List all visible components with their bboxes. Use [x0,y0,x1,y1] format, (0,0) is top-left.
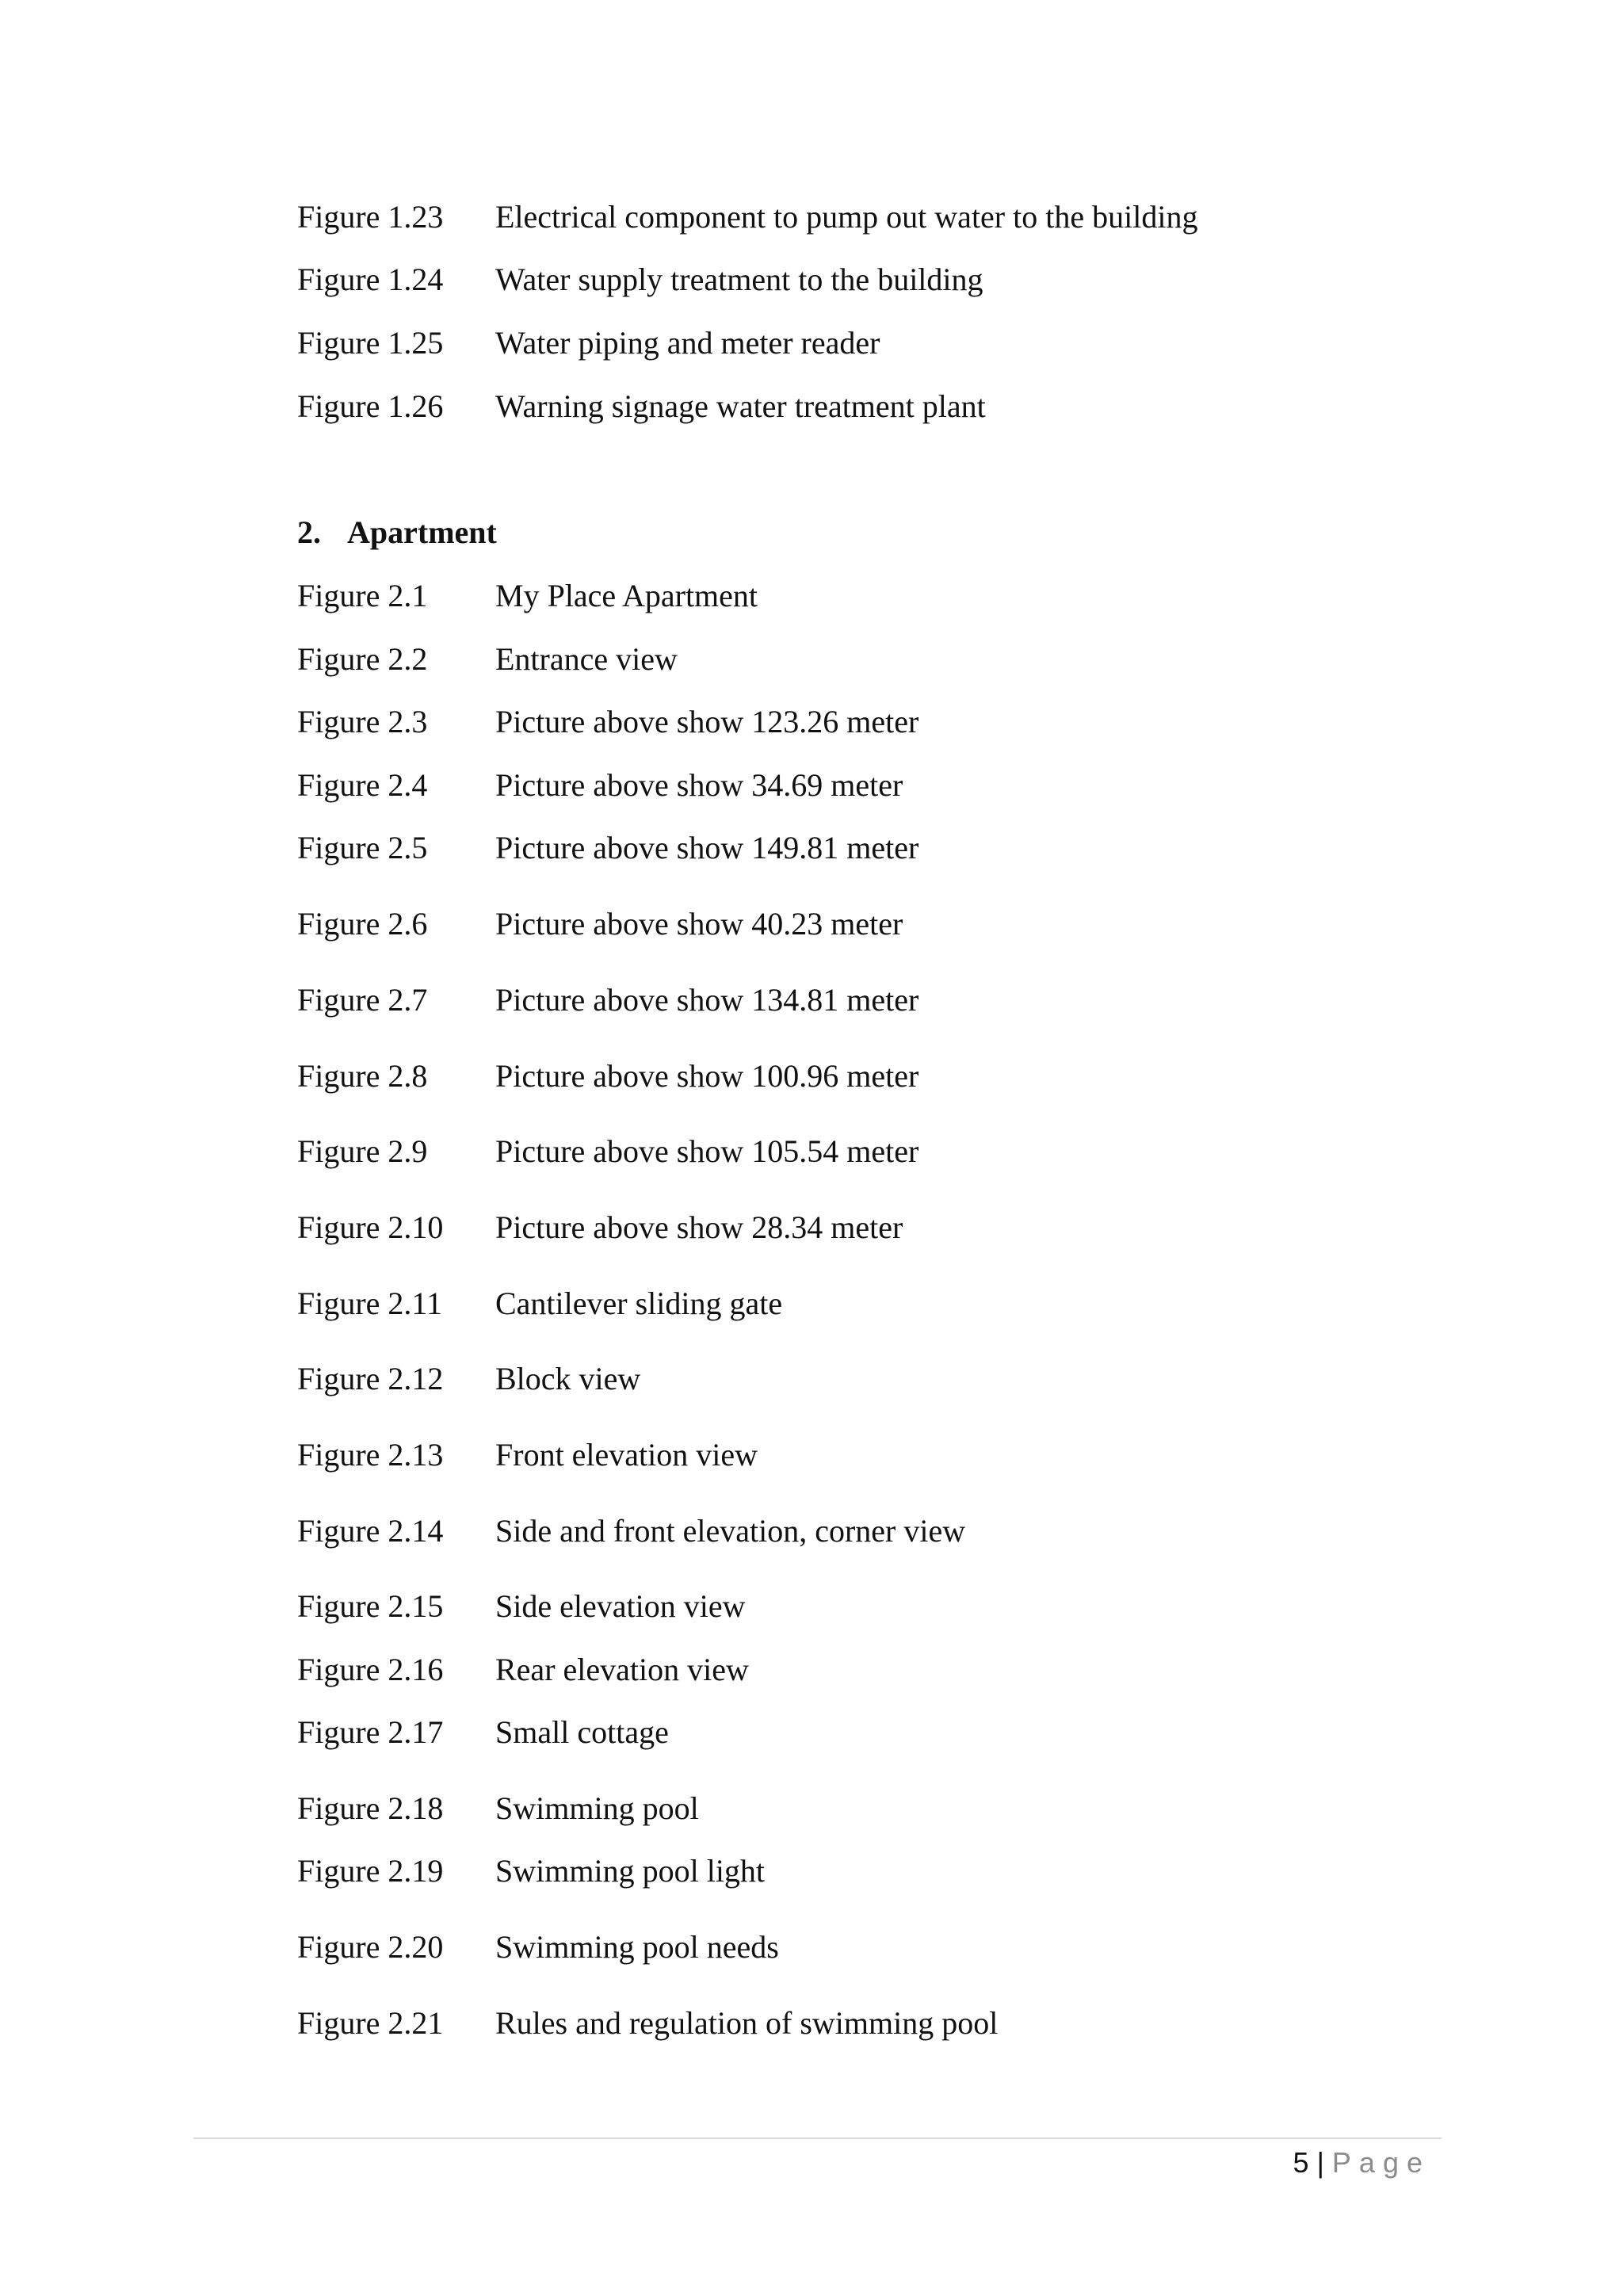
list-item [297,636,678,683]
figure-caption: Picture above show 123.26 meter [495,704,919,739]
figure-caption: Picture above show 34.69 meter [495,767,903,803]
figure-caption: Side elevation view [495,1588,746,1624]
list-item [297,1709,669,1756]
figure-label: Figure 2.20 [297,1929,444,1965]
figure-caption: Rear elevation view [495,1652,749,1687]
figure-caption: Entrance view [495,641,678,677]
figure-caption: Small cottage [495,1714,669,1750]
figure-label: Figure 2.18 [297,1790,444,1826]
list-item [297,1583,745,1630]
figure-caption: Picture above show 28.34 meter [495,1209,903,1245]
figure-label: Figure 2.17 [297,1714,444,1750]
list-item [297,193,1197,241]
list-item [297,824,918,872]
figure-label: Figure 2.10 [297,1209,444,1245]
figure-caption: Warning signage water treatment plant [495,388,986,424]
figure-label: Figure 2.12 [297,1361,444,1396]
figure-caption: Water piping and meter reader [495,325,880,361]
list-item [297,319,880,367]
figure-caption: Swimming pool needs [495,1929,779,1965]
list-item [297,1785,699,1832]
figure-label: Figure 1.23 [297,199,444,235]
list-item [297,1280,782,1328]
list-item [297,1924,779,1971]
footer-divider [193,2137,1442,2139]
figure-caption: Cantilever sliding gate [495,1286,783,1321]
list-item [297,1507,965,1555]
figure-label: Figure 2.6 [297,906,428,942]
figure-caption: Block view [495,1361,641,1396]
page-label: Page [1331,2146,1430,2179]
figure-label: Figure 2.21 [297,2005,444,2041]
figure-label: Figure 2.14 [297,1513,444,1549]
list-item [297,2000,998,2047]
list-item [297,1204,903,1251]
figure-label: Figure 2.3 [297,704,428,739]
figure-label: Figure 2.4 [297,767,428,803]
list-item [297,762,903,809]
figure-label: Figure 1.24 [297,262,444,297]
figure-label: Figure 2.7 [297,982,428,1018]
figure-label: Figure 2.1 [297,578,428,613]
figure-caption: Swimming pool light [495,1853,766,1889]
figure-label: Figure 2.19 [297,1853,444,1889]
figure-label: Figure 2.2 [297,641,428,677]
figure-label: Figure 2.8 [297,1058,428,1094]
figure-label: Figure 2.16 [297,1652,444,1687]
list-item [297,698,918,746]
list-item [297,572,758,620]
page-footer [1293,2143,1430,2183]
figure-caption: Picture above show 40.23 meter [495,906,903,942]
figure-caption: Electrical component to pump out water to the building [495,199,1198,235]
list-item [297,1128,918,1175]
section-number: 2. [297,514,321,550]
figure-caption: Picture above show 100.96 meter [495,1058,919,1094]
list-item [297,1052,918,1100]
page-number: 5 [1293,2146,1309,2179]
section-title: Apartment [347,514,497,550]
list-item [297,900,903,948]
list-item [297,1355,640,1403]
figure-label: Figure 2.5 [297,830,428,865]
figure-label: Figure 2.13 [297,1437,444,1473]
figure-caption: Swimming pool [495,1790,699,1826]
list-item [297,256,983,304]
figure-label: Figure 2.15 [297,1588,444,1624]
list-item [297,1646,749,1694]
figure-label: Figure 1.25 [297,325,444,361]
list-item [297,1431,758,1479]
footer-separator: | [1316,2146,1324,2179]
figure-caption: Front elevation view [495,1437,758,1473]
figure-caption: Picture above show 149.81 meter [495,830,919,865]
list-item [297,976,918,1024]
figure-caption: Side and front elevation, corner view [495,1513,966,1549]
figure-label: Figure 1.26 [297,388,444,424]
list-item [297,1847,765,1895]
list-item [297,383,986,430]
figure-label: Figure 2.9 [297,1133,428,1169]
figure-caption: Picture above show 134.81 meter [495,982,919,1018]
figure-caption: Water supply treatment to the building [495,262,983,297]
section-heading [297,509,497,556]
figure-caption: Picture above show 105.54 meter [495,1133,919,1169]
figure-caption: My Place Apartment [495,578,758,613]
figure-caption: Rules and regulation of swimming pool [495,2005,999,2041]
figure-label: Figure 2.11 [297,1286,442,1321]
